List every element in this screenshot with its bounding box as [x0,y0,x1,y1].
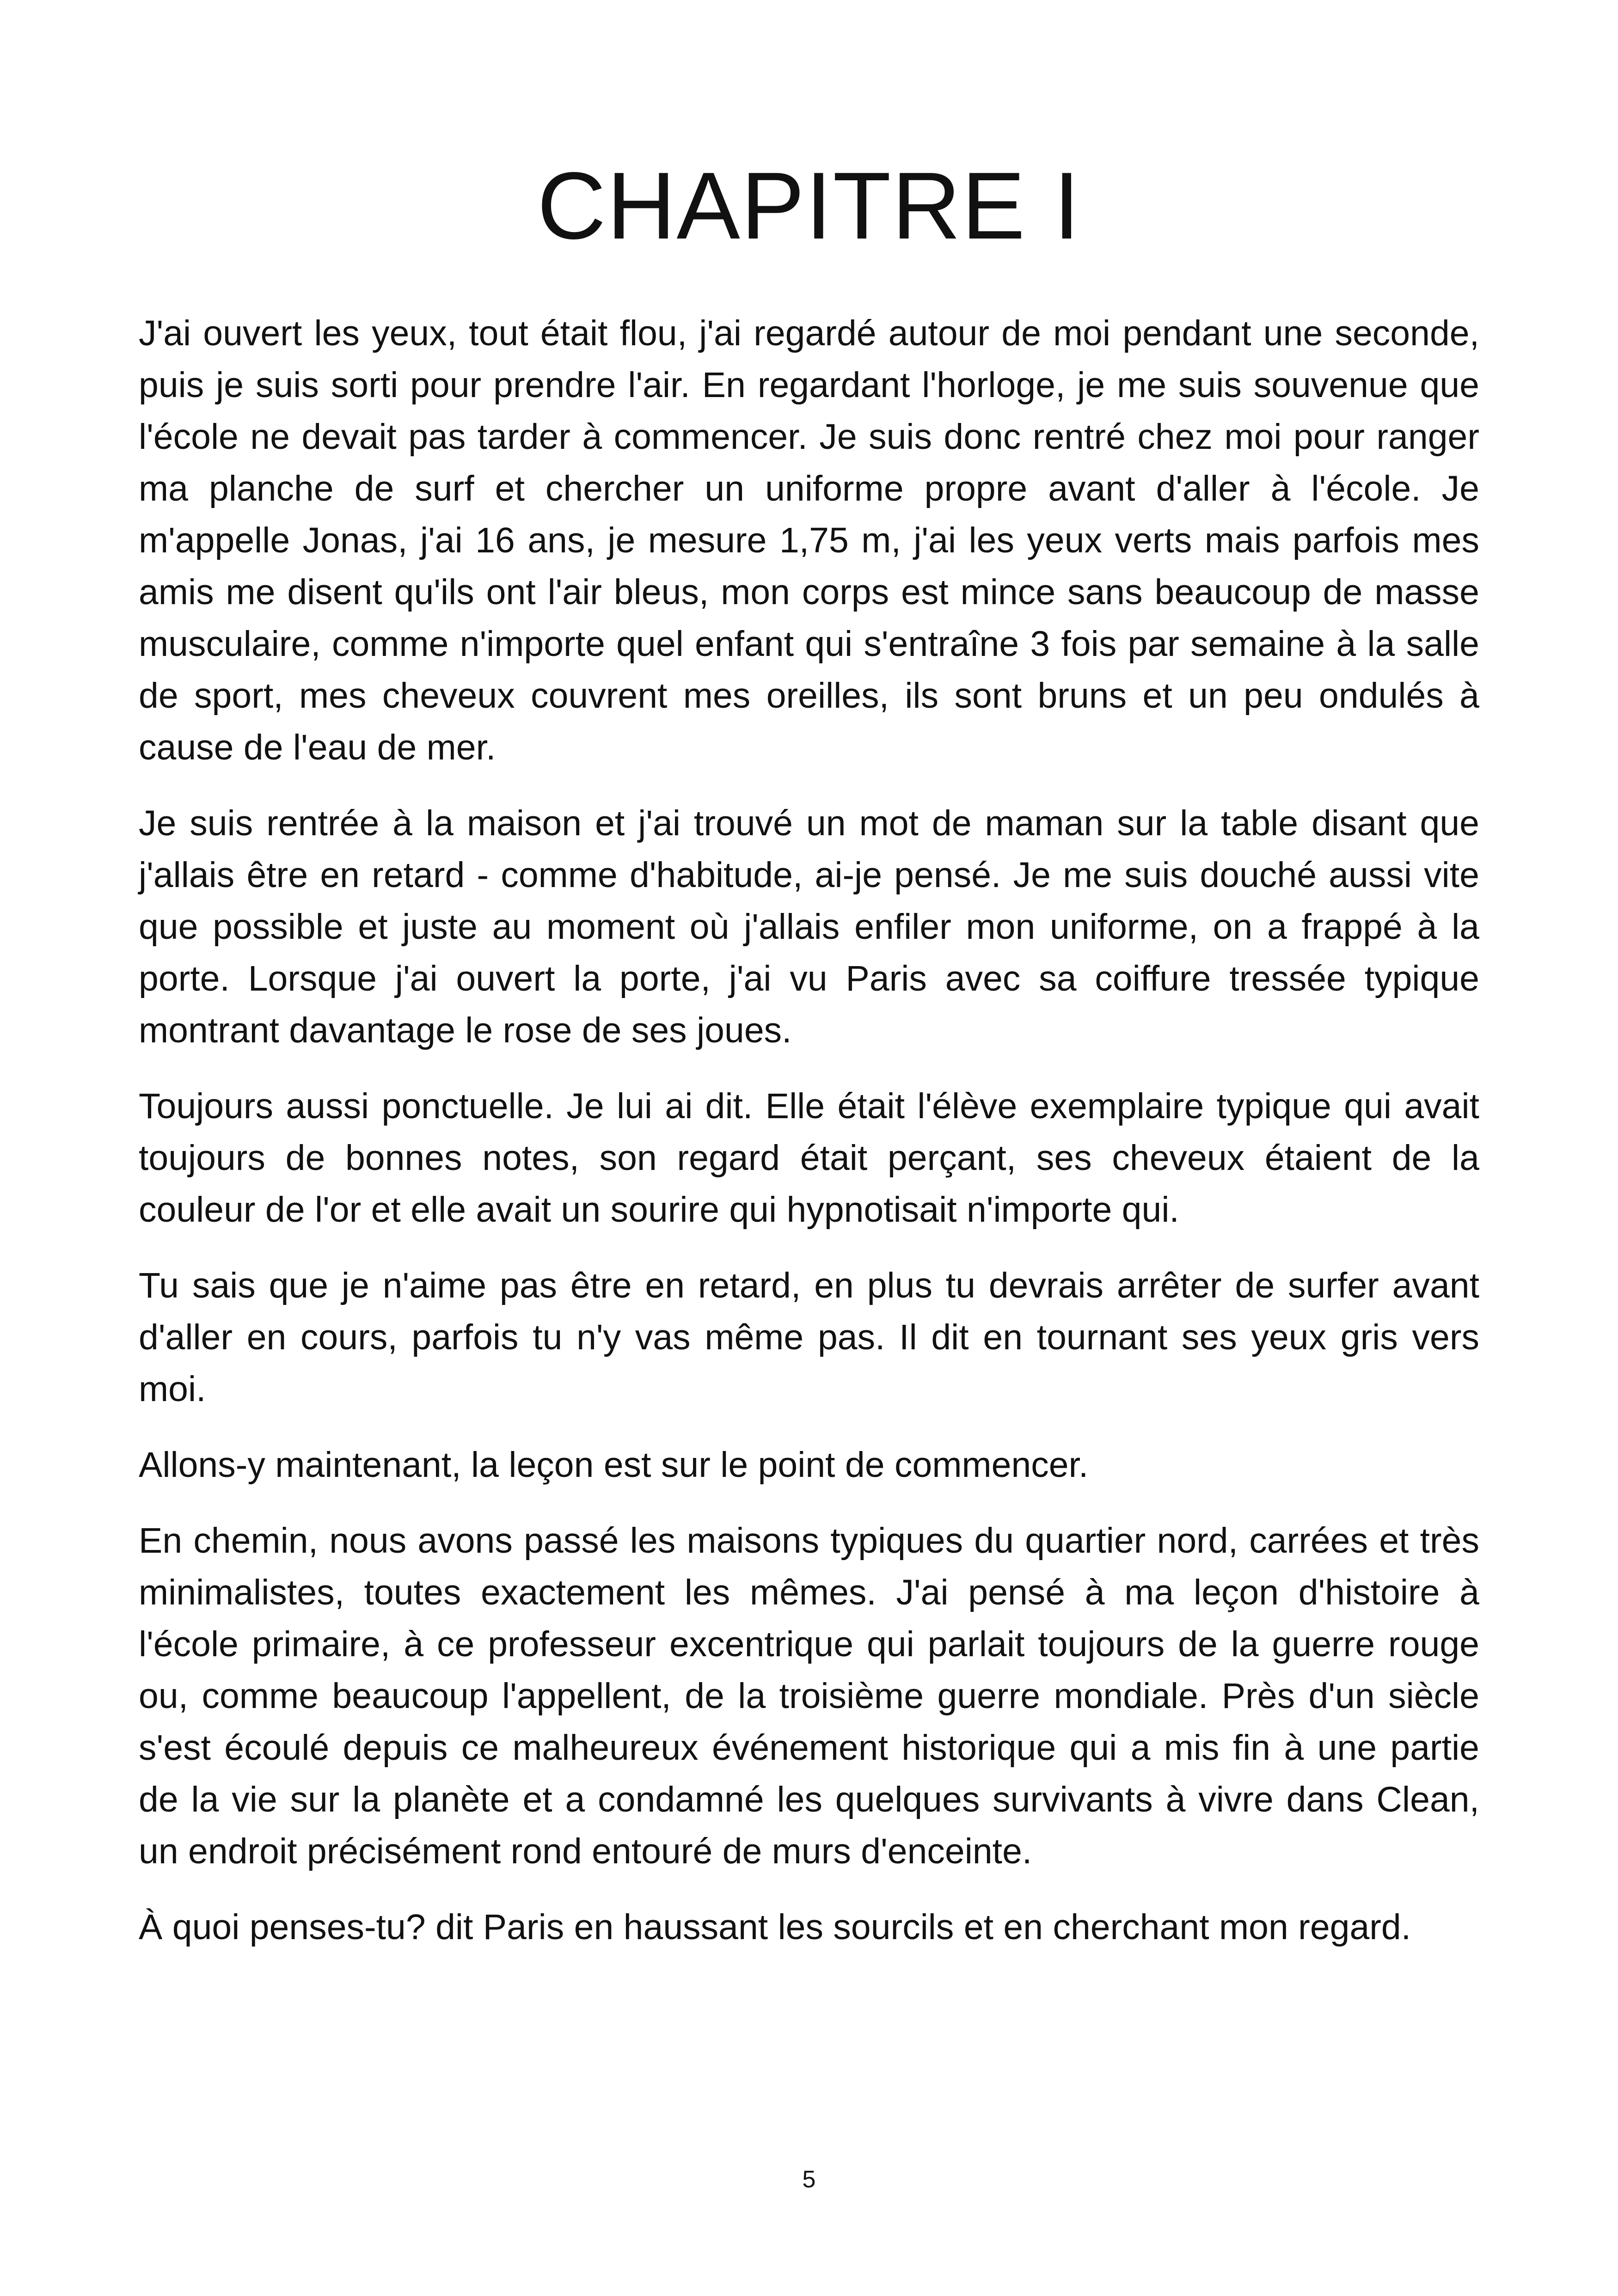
paragraph-4: Tu sais que je n'aime pas être en retard, en plus tu devrais arrêter de surfer avant d'aller en cours, parfois tu n'y vas même pas. Il dit en tournant ses yeux gris vers moi. [139,1266,1479,1409]
paragraph-3: Toujours aussi ponctuelle. Je lui ai dit. Elle était l'élève exemplaire typique qui avait toujours de bonnes notes, son regard était perçant, ses cheveux étaient de la couleur de l'or et elle avait un sourire qui hypnotisait n'importe qui. [139,1086,1479,1230]
paragraph-5: Allons-y maintenant, la leçon est sur le point de commencer. [139,1445,1089,1485]
chapter-body [139,307,1479,1977]
page-number: 5 [802,2166,816,2193]
paragraph-6: En chemin, nous avons passé les maisons typiques du quartier nord, carrées et très minimalistes, toutes exactement les mêmes. J'ai pensé à ma leçon d'histoire à l'école primaire, à ce professeur excentrique qui parlait toujours de la guerre rouge ou, comme beaucoup l'appellent, de la troisième guerre mondiale. Près d'un siècle s'est écoulé depuis ce malheureux événement historique qui a mis fin à une partie de la vie sur la planète et a condamné les quelques survivants à vivre dans Clean, un endroit précisément rond entouré de murs d'enceinte. [139,1521,1479,1871]
paragraph-1: J'ai ouvert les yeux, tout était flou, j'ai regardé autour de moi pendant une seconde, puis je suis sorti pour prendre l'air. En regardant l'horloge, je me suis souvenue que l'école ne devait pas tarder à commencer. Je suis donc rentré chez moi pour ranger ma planche de surf et chercher un uniforme propre avant d'aller à l'école. Je m'appelle Jonas, j'ai 16 ans, je mesure 1,75 m, j'ai les yeux verts mais parfois mes amis me disent qu'ils ont l'air bleus, mon corps est mince sans beaucoup de masse musculaire, comme n'importe quel enfant qui s'entraîne 3 fois par semaine à la salle de sport, mes cheveux couvrent mes oreilles, ils sont bruns et un peu ondulés à cause de l'eau de mer. [139,313,1479,767]
paragraph-2: Je suis rentrée à la maison et j'ai trouvé un mot de maman sur la table disant que j'allais être en retard - comme d'habitude, ai-je pensé. Je me suis douché aussi vite que possible et juste au moment où j'allais enfiler mon uniforme, on a frappé à la porte. Lorsque j'ai ouvert la porte, j'ai vu Paris avec sa coiffure tressée typique montrant davantage le rose de ses joues. [139,803,1479,1050]
paragraph-7: À quoi penses-tu? dit Paris en haussant les sourcils et en cherchant mon regard. [139,1907,1411,1947]
chapter-title: CHAPITRE I [537,153,1081,259]
